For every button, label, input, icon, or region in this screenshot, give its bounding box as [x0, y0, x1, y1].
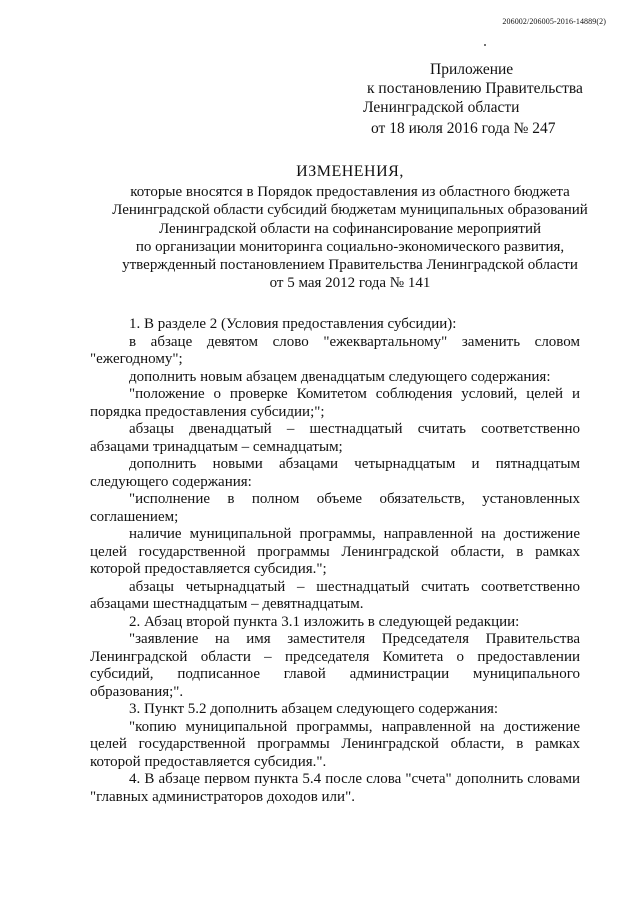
- appendix-line-4: от 18 июля 2016 года № 247: [371, 120, 556, 137]
- heading-line: от 5 мая 2012 года № 141: [269, 275, 431, 292]
- scan-speck: [484, 44, 486, 46]
- body-paragraph: 4. В абзаце первом пункта 5.4 после слова "счета" дополнить словами "главных администраторов доходов или".: [90, 771, 580, 805]
- document-heading: [60, 161, 640, 293]
- body-paragraph: в абзаце девятом слово "ежеквартальному" заменить словом "ежегодному";: [90, 333, 580, 367]
- appendix-line-2: к постановлению Правительства: [367, 80, 583, 97]
- heading-title: ИЗМЕНЕНИЯ,: [296, 163, 404, 180]
- heading-line: Ленинградской области субсидий бюджетам муниципальных образований: [112, 202, 588, 219]
- body-paragraph: абзацы двенадцатый – шестнадцатый считать соответственно абзацами тринадцатым – семнадцатым;: [90, 421, 580, 455]
- body-paragraph: 1. В разделе 2 (Условия предоставления субсидии):: [129, 316, 457, 332]
- body-paragraph: 2. Абзац второй пункта 3.1 изложить в следующей редакции:: [129, 613, 520, 630]
- document-registration-code: 206002/206005-2016-14889(2): [502, 17, 606, 26]
- body-paragraph: наличие муниципальной программы, направленной на достижение целей государственной программы Ленинградской области, в рамках которой предоставляется субсидия.";: [90, 526, 580, 577]
- body-paragraph: "исполнение в полном объеме обязательств, установленных соглашением;: [90, 491, 580, 525]
- body-paragraph: "положение о проверке Комитетом соблюдения условий, целей и порядка предоставления субсидии;";: [90, 386, 580, 420]
- appendix-line-3: Ленинградской области: [363, 99, 520, 116]
- body-paragraph: дополнить новыми абзацами четырнадцатым и пятнадцатым следующего содержания:: [90, 456, 580, 490]
- heading-line: Ленинградской области на софинансирование мероприятий: [158, 220, 542, 237]
- body-paragraph: "копию муниципальной программы, направленной на достижение целей государственной программы Ленинградской области, в рамках которой предоставляется субсидия.".: [90, 718, 580, 770]
- body-paragraph: 3. Пункт 5.2 дополнить абзацем следующего содержания:: [129, 701, 499, 717]
- body-paragraph: абзацы четырнадцатый – шестнадцатый считать соответственно абзацами шестнадцатым – девятнадцатым.: [90, 578, 580, 612]
- body-paragraph: дополнить новым абзацем двенадцатым следующего содержания:: [129, 368, 551, 385]
- body-paragraph: "заявление на имя заместителя Председателя Правительства Ленинградской области – председателя Комитета о предоставлении субсидий, подписанное главой администрации муниципального образования;".: [90, 631, 580, 700]
- appendix-block: [363, 60, 583, 138]
- heading-line: по организации мониторинга социально-экономического развития,: [135, 238, 565, 255]
- document-body: [90, 316, 580, 806]
- appendix-title: Приложение: [430, 61, 514, 78]
- heading-line: которые вносятся в Порядок предоставления из областного бюджета: [130, 184, 570, 200]
- heading-line: утвержденный постановлением Правительства Ленинградской области: [122, 257, 578, 274]
